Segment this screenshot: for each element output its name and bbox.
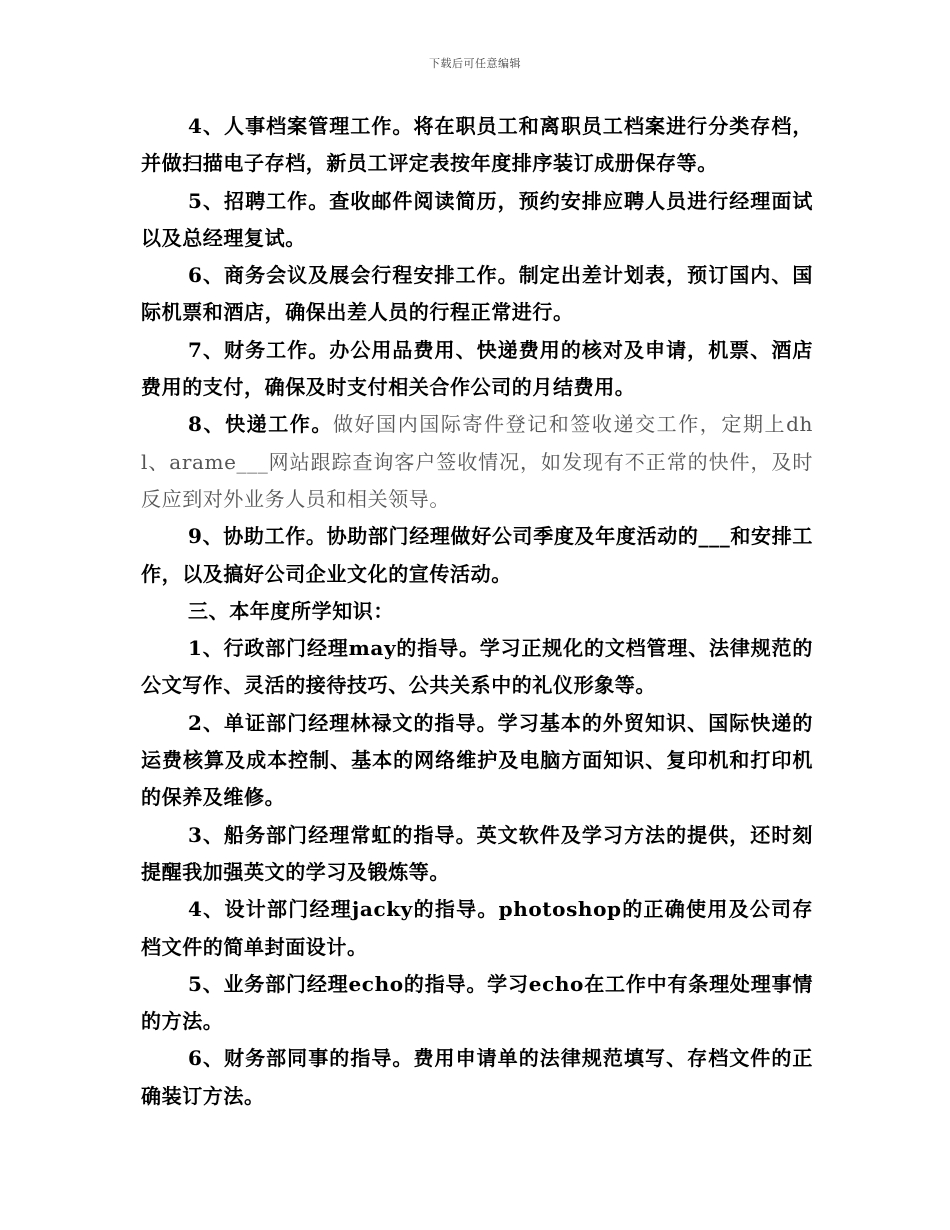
knowledge-item-2: 2、单证部门经理林禄文的指导。学习基本的外贸知识、国际快递的运费核算及成本控制、基本的网络维护及电脑方面知识、复印机和打印机的保养及维修。: [141, 710, 813, 810]
section-heading: 三、本年度所学知识：: [188, 598, 394, 623]
document-body: [141, 108, 813, 1115]
work-item-7: 7、财务工作。办公用品费用、快递费用的核对及申请，机票、酒店费用的支付，确保及时支付相关合作公司的月结费用。: [141, 337, 813, 400]
knowledge-item-4: 4、设计部门经理jacky的指导。photoshop的正确使用及公司存档文件的简单封面设计。: [141, 897, 813, 959]
work-item-4: 4、人事档案管理工作。将在职员工和离职员工档案进行分类存档，并做扫描电子存档，新员工评定表按年度排序装订成册保存等。: [141, 114, 813, 176]
work-item-6: 6、商务会议及展会行程安排工作。制定出差计划表，预订国内、国际机票和酒店，确保出差人员的行程正常进行。: [141, 263, 813, 325]
knowledge-item-3: 3、船务部门经理常虹的指导。英文软件及学习方法的提供，还时刻提醒我加强英文的学习及锻炼等。: [141, 822, 813, 884]
work-item-5: 5、招聘工作。查收邮件阅读简历，预约安排应聘人员进行经理面试以及总经理复试。: [141, 188, 813, 250]
knowledge-item-6: 6、财务部同事的指导。费用申请单的法律规范填写、存档文件的正确装订方法。: [141, 1046, 813, 1108]
work-item-9: 9、协助工作。协助部门经理做好公司季度及年度活动的___和安排工作，以及搞好公司企业文化的宣传活动。: [141, 524, 813, 586]
page-header: 下载后可任意编辑: [429, 57, 521, 70]
knowledge-item-5: 5、业务部门经理echo的指导。学习echo在工作中有条理处理事情的方法。: [141, 971, 813, 1034]
work-item-8: 8、快递工作。做好国内国际寄件登记和签收递交工作，定期上dhl、arame___网站跟踪查询客户签收情况，如发现有不正常的快件，及时反应到对外业务人员和相关领导。: [141, 412, 813, 511]
knowledge-item-1: 1、行政部门经理may的指导。学习正规化的文档管理、法律规范的公文写作、灵活的接待技巧、公共关系中的礼仪形象等。: [141, 636, 813, 698]
